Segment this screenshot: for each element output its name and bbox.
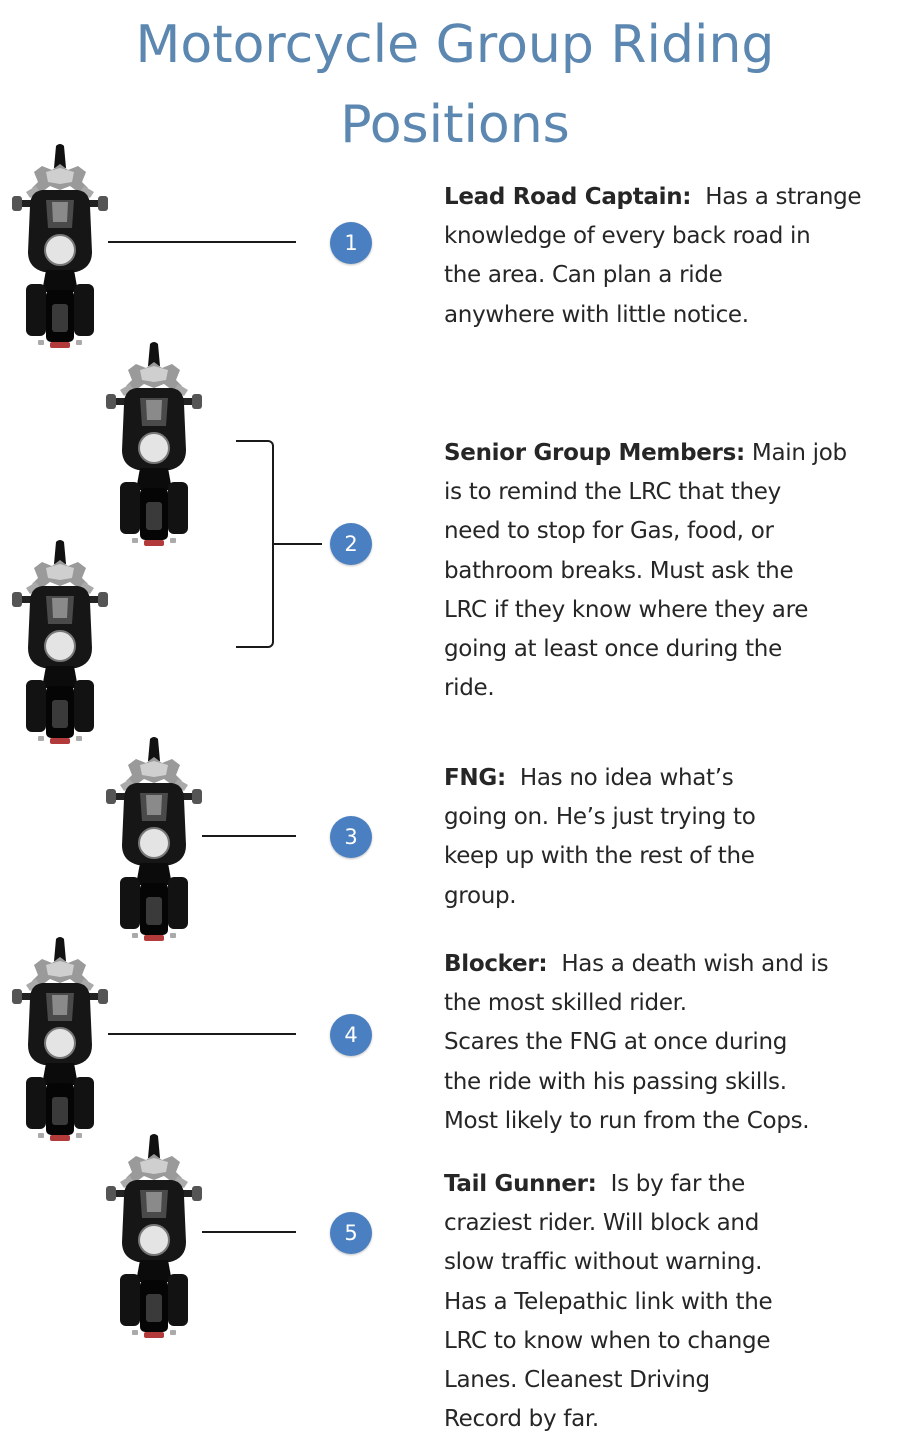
motorcycle-icon xyxy=(12,935,108,1145)
position-description-1: Lead Road Captain: Has a strange knowledge of every back road in the area. Can plan a ride anywhere with little notice. xyxy=(444,184,862,328)
position-description-5: Tail Gunner: Is by far the craziest rider. Will block and slow traffic without warning. Has a Telepathic link with the LRC to know when to change Lanes. Cleanest Driving Record by far. xyxy=(444,1171,773,1433)
position-label: Lead Road Captain: xyxy=(444,184,692,210)
diagram-title-line-2: Positions xyxy=(340,95,570,155)
motorcycle-icon xyxy=(106,340,202,550)
position-label: Tail Gunner: xyxy=(444,1171,597,1197)
position-badge-1: 1 xyxy=(330,222,372,264)
position-description-4: Blocker: Has a death wish and is the most skilled rider. Scares the FNG at once during the ride with his passing skills. Most likely to run from the Cops. xyxy=(444,951,829,1134)
position-label: FNG: xyxy=(444,765,506,791)
motorcycle-icon xyxy=(106,1132,202,1342)
position-badge-5: 5 xyxy=(330,1212,372,1254)
connector-line-2 xyxy=(274,543,322,545)
position-description-2: Senior Group Members: Main job is to remind the LRC that they need to stop for Gas, food, or bathroom breaks. Must ask the LRC if they know where they are going at least once during the ride. xyxy=(444,440,847,702)
motorcycle-icon xyxy=(12,142,108,352)
position-badge-4: 4 xyxy=(330,1014,372,1056)
position-badge-3: 3 xyxy=(330,816,372,858)
group-bracket xyxy=(236,440,274,648)
diagram-title-line-1: Motorcycle Group Riding xyxy=(135,15,775,75)
motorcycle-icon xyxy=(12,538,108,748)
connector-line-4 xyxy=(108,1033,296,1035)
position-description-3: FNG: Has no idea what’s going on. He’s just trying to keep up with the rest of the group. xyxy=(444,765,756,909)
position-badge-2: 2 xyxy=(330,523,372,565)
connector-line-1 xyxy=(108,241,296,243)
connector-line-3 xyxy=(202,835,296,837)
connector-line-5 xyxy=(202,1231,296,1233)
position-label: Senior Group Members: xyxy=(444,440,745,466)
motorcycle-icon xyxy=(106,735,202,945)
position-label: Blocker: xyxy=(444,951,548,977)
